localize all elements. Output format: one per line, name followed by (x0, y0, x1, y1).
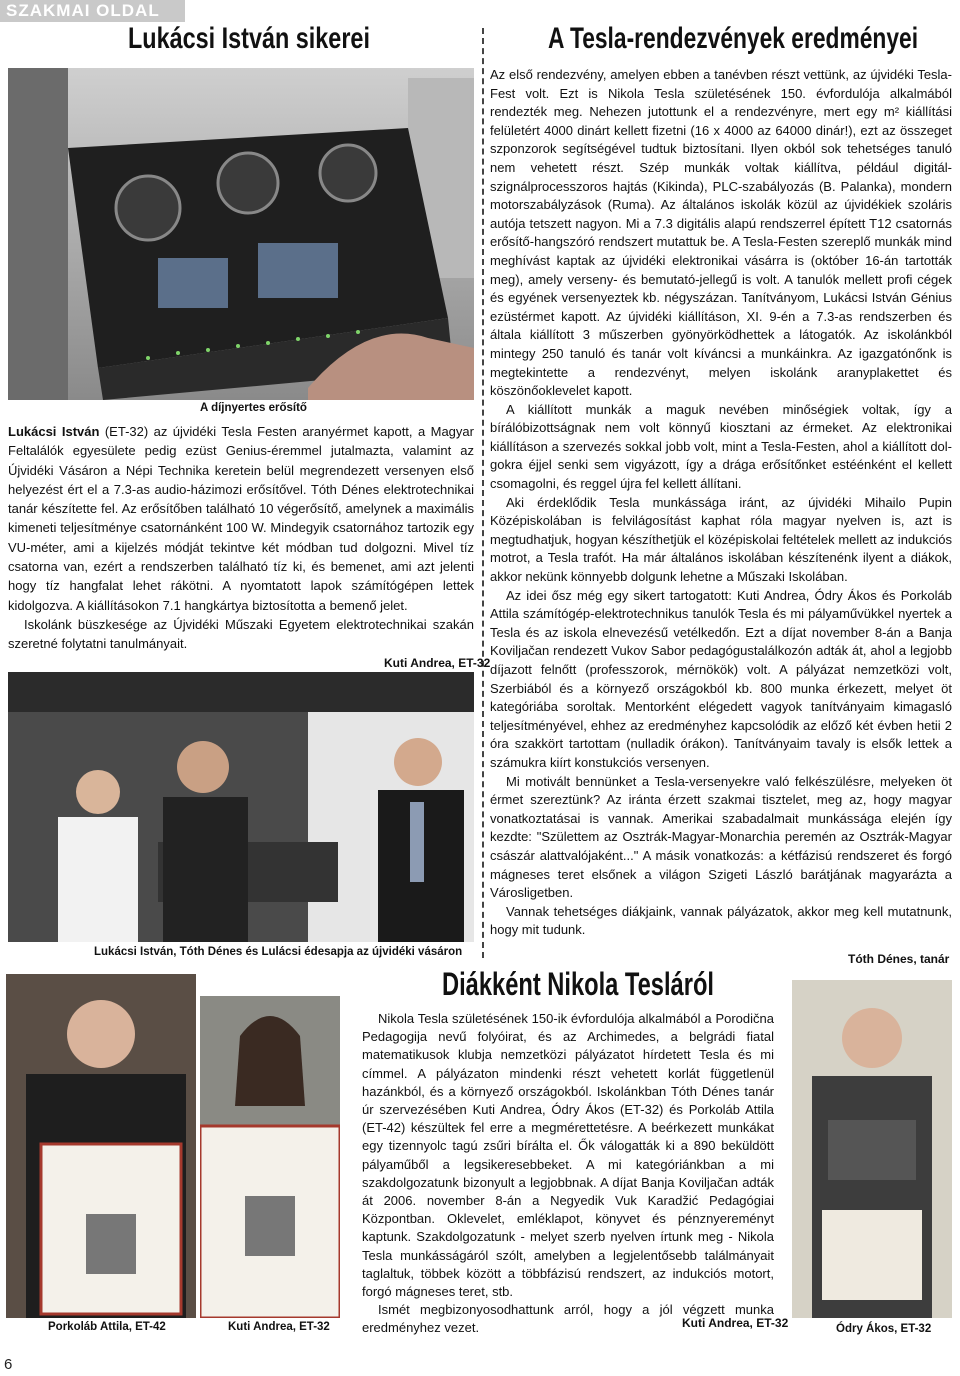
page-number: 6 (4, 1356, 13, 1373)
right-article-body (490, 66, 952, 940)
left-article-body (8, 422, 474, 654)
porkolab-photo-caption: Porkoláb Attila, ET-42 (48, 1321, 166, 1333)
right-article-paragraph: Vannak tehetséges diákjaink, vannak pályázatok, akkor meg kell mutatnunk, hogy mit tudunk. (490, 903, 952, 938)
porkolab-photo (6, 974, 196, 1318)
left-article-author: Kuti Andrea, ET-32 (384, 656, 491, 670)
right-article-paragraph: Mi motivált bennünket a Tesla-versenyekre való felkészülésre, melyeken öt érmet szereztünk? Az iránta érzett szakmai tisztelet, meg az, hogy magyar vonatkoztatásai is vannak. Amerikai szabadalmait munkássága elején így kezdte: "Születtem az Osztrák-Magyar-Monarchia peremén az Osztrák-Magyar császár alattvalójaként..." A másik vonatkozás: a kétfázisú rendszeret és forgó mágneses teret elsőnek a világon Szigeti László barátjának magyarázta a Városligetben. (490, 773, 952, 901)
group-photo-caption: Lukácsi István, Tóth Dénes és Lulácsi édesapja az újvidéki vásáron (94, 946, 463, 958)
kuti-photo-caption: Kuti Andrea, ET-32 (228, 1321, 330, 1333)
middle-article-title: Diákként Nikola Tesláról (442, 966, 714, 1002)
group-photo (8, 672, 474, 942)
section-tag: SZAKMAI OLDAL (0, 0, 185, 22)
middle-article-body (362, 1010, 774, 1338)
right-article-author: Tóth Dénes, tanár (848, 952, 950, 966)
right-article-paragraph: Aki érdeklődik Tesla munkássága iránt, az újvidéki Mihailo Pupin Középiskolában is felvilágosítást kaphat róla magyar nyelven is, azt is megtudhatjuk, hogyan készíthetjük el középiskolai feltételek mellett az indukciós motrot, a Tesla trafót. Ha már általános iskolában készítenénk ilyent a diákok, akkor nekünk könnyebb dolgunk lehetne a Műszaki Iskolában. (490, 494, 952, 585)
kuti-photo (200, 996, 340, 1318)
middle-article-paragraph: Nikola Tesla születésének 150-ik évfordulója alkalmából a Porodična Pedagogija nevű folyóirat, és az Archimedes, a belgrádi fiatal matematikusok klubja nemzetközi pályázatot hírdetett Tesla és mi címmel. A pályázaton mindenki részt vehetett korlát függetlenül hazánkból, és a környező országokból. Iskolánkban Tóth Dénes tanár úr szervezésében Kuti Andrea, Ódry Ákos (ET-32) és Porkoláb Attila (ET-42) készültek fel erre a megmérettetésre. A beérkezett munkákat egy tizennyolc tagú zsűri bírálta el. Ők válogatták ki a 890 beküldött pályaműből a legsikeresebbeket. A mi kategóriánkban a mi szakdolgozatunk bizonyult a legjobbnak. A díjat Banja Koviljačan adták át 2006. november 8-án a Negyedik Vuk Karadžić Pedagógiai Központban. Oklevelet, emléklapot, könyvet és pénznyereményt kaptunk. Szakdolgozatunk - melyet szerb nyelven írtunk meg - Nikola Tesla munkásságáról szólt, amelyben a legjelentősebb találmányait taglaltuk, többek között a többfázisú rendszert, az indukciós motort, forgó mágneses teret, stb. (362, 1011, 774, 1300)
amplifier-photo (8, 68, 474, 400)
odry-photo (792, 980, 952, 1318)
right-article-paragraph: Az első rendezvény, amelyen ebben a tanévben részt vettünk, az újvidéki Tesla-Fest volt. Ezt is Nikola Tesla születésének 150. évfordulója alkalmából rendezték meg. Nehezen jutottunk el a rendezvényre, mert egy m² kiállítási felületért 4000 dinárt kellett fizetni (16 x 4000 az 64000 dinár!), ezt az összeget szponzorok segítségével tudtuk biztosítani. Ilyen okból sok tehetséges tanuló nem vehetett részt. Szép munkák voltak kiállítva, például digitál-szignálprocesszoros hajtás (Kikinda), PLC-szabályozás (B. Palanka), mondern motorszabályzások (Ruma). Az általános iskolák közül az újvidékiek szoláris autója tetszett nagyon. Mi a 7.3 digitális alapú rendszerrel épített T12 csatornás erősítő-hangszóró rendszert mutattuk be. A Tesla-Festen szereplő munkák mind meghívást kaptak az újvidéki elektronikai vásárra is (október 16-án tartották meg), amely verseny- és bemutató-jellegű is volt. A tanulók mellett profi cégek és egyének versenyeztek kb. négyszázan. Tanítványom, Lukácsi István Génius ezüstérmet kapott. Az újvidéki kiállításon, XI. 9-én a 7.3-as rendszerben és általa kiállított 3 műszerben gyönyörködhettek a látogatók. Az iskolánkból mintegy 250 tanuló és tanár volt kíváncsi a munkáinkra. Az igazgatónőnk is megtekintette a rendezvényt, melyen iskolánk aranyplakettet és köszönőoklevelet kapott. (490, 67, 952, 399)
right-article-paragraph: A kiállított munkák a maguk nevében minőségiek voltak, így a bírálóbizottságnak nem volt könnyű kiosztani az érmeket. Az elektronikai kiállításon a szervezés sokkal jobb volt, mint a Tesla-Festen, ahol a kiállított dol-gokra éjjel senki sem vigyázott, így a drága erősítőnket estéénként el kellett csomagolni, és reggel újra fel kellett állítani. (490, 401, 952, 492)
right-article-title: A Tesla-rendezvények eredményei (548, 22, 919, 55)
left-article-paragraph: Iskolánk büszkesége az Újvidéki Műszaki Egyetem elektrotechnikai szakán szeretné folytatni tanulmányait. (8, 616, 474, 652)
odry-photo-caption: Ódry Ákos, ET-32 (836, 1323, 932, 1335)
middle-article-paragraph: Ismét megbizonyosodhattunk arról, hogy a jól végzett munka eredményhez vezet. (362, 1302, 774, 1336)
column-divider (482, 28, 484, 958)
name-highlight: Lukácsi István (8, 424, 100, 439)
right-article-paragraph: Az idei ősz még egy sikert tartogatott: Kuti Andrea, Ódry Ákos és Porkoláb Attila számítógép-elektrotechnikus tanulók Tesla és mi pályaművükkel nyertek a Tesla és az iskola elnevezésű vetélkedőn. Ezt a díjat november 8-án a Banja Koviljačan rendezett Vukov Sabor pedagógustalálkozón adták át, ahol a legjobb díjazott felnőtt (professzorok, mérnökök) volt. A pályázat nemzetközi volt, Szerbiából és a környező országokból kb. 800 munka érkezett, melyet öt kategóriába soroltak. Mentorként elégedett vagyok tanítványaim kimagasló teljesítményével, ehhez az eredményhez kapcsolódik az előző két évben hetii 2 óra szakkört tartottam (nulladik órákon). Tanítványaim tavaly is elsők lettek a számukra kiírt konstukciós versenyen. (490, 587, 952, 770)
amplifier-photo-caption: A díjnyertes erősítő (200, 402, 307, 414)
left-article-paragraph: Lukácsi István (ET-32) az újvidéki Tesla Festen aranyérmet kapott, a Magyar Feltalálók egyesülete pedig ezüst Genius-éremmel jutalmazta, valamint az Újvidéki Vásáron a Népi Technika keretein belül megrendezett versenyen első helyezést ért el a 7.3-as audio-házimozi erősítővel. Tóth Dénes elektrotechnikai tanár készítette fel. Az erősítőben található 10 végerősítő, amelynek a maximális kimeneti teljesítménye csatornánként 100 W. Mindegyik csatornához tartozik egy VU-méter, ami a kijelzés módját tekintve két módban tud dolgozni. Mivel tíz csatorna van, ezért a rendszerben található tíz ki, és bemenet, ami azt jelenti hogy tíz hangfalat lehet rákötni. A nyomtatott lapok számítógépen lettek kidolgozva. A kiállításokon 7.1 hangkártya biztosította a bemenő jelet. (8, 424, 474, 613)
left-article-title: Lukácsi István sikerei (128, 22, 370, 55)
middle-article-author: Kuti Andrea, ET-32 (682, 1316, 789, 1330)
